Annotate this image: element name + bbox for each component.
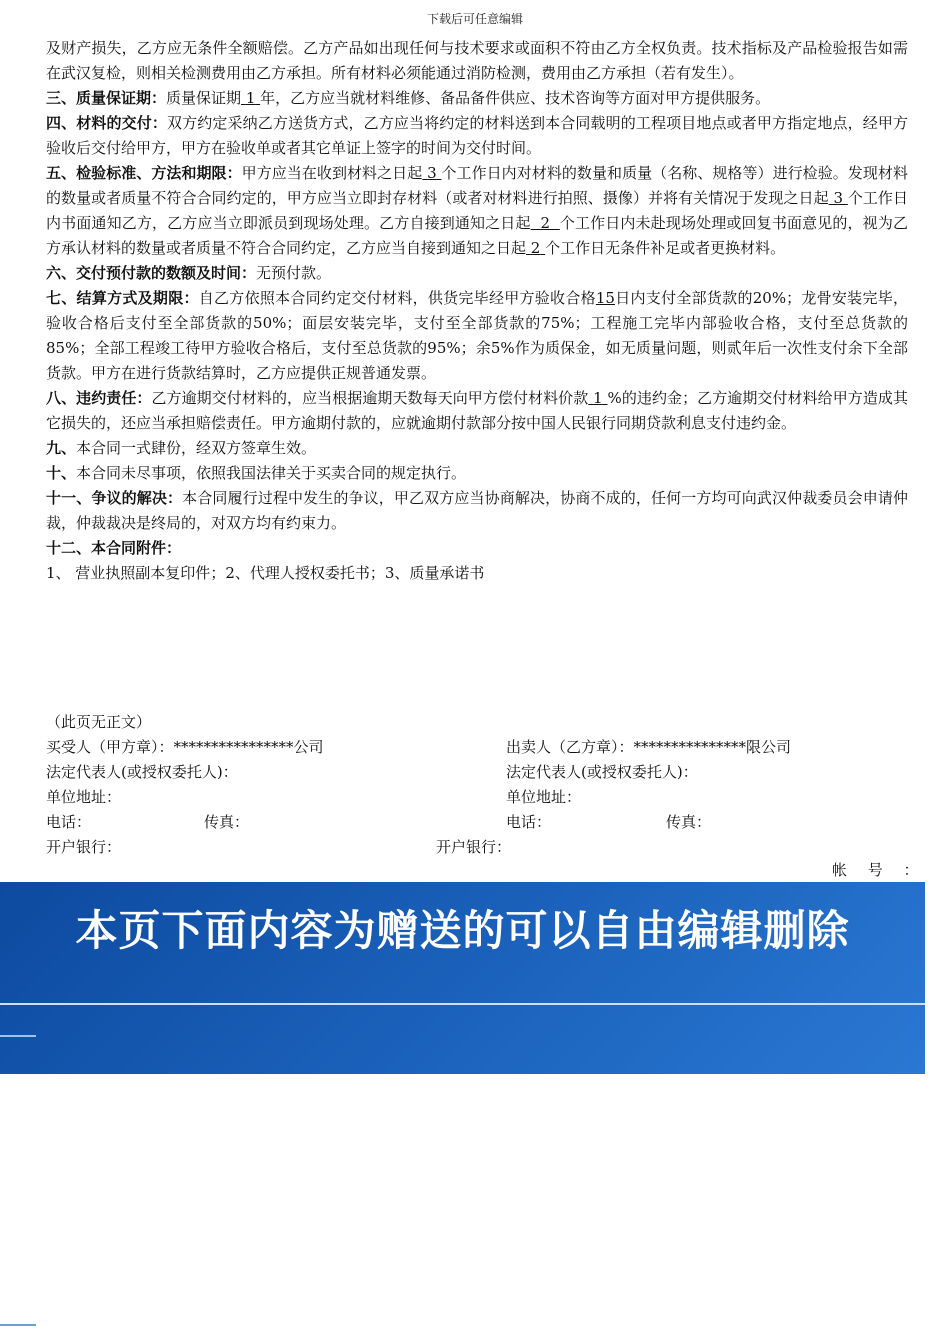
clause-10-text: 本合同未尽事项，依照我国法律关于买卖合同的规定执行。 — [76, 464, 467, 482]
clause-7-text-2: 日内支付全部货款的20%；龙骨安装完毕，验收合格后支付至全部货款的50%；面层安装完毕，支付至全部货款的75%；工程施工完毕内部验收合格，支付至总货款的85%；全部工程竣工待甲方验收合格后，支付至总货款的95%；余5%作为质保金，如无质量问题，则贰年后一次性支付余下全部货款。甲方在进行货款结算时，乙方应提供正规普通发票。 — [46, 289, 908, 382]
buyer-rep: 法定代表人(或授权委托人)： — [46, 763, 238, 781]
clause-7-value-1: 15 — [595, 289, 615, 307]
banner-title: 本页下面内容为赠送的可以自由编辑删除 — [75, 906, 850, 955]
attachments-list: 1、 营业执照副本复印件；2、代理人授权委托书；3、质量承诺书 — [46, 564, 485, 582]
clause-6-title: 六、交付预付款的数额及时间： — [46, 264, 257, 282]
clause-12-title: 十二、本合同附件： — [46, 539, 182, 557]
seller-rep: 法定代表人(或授权委托人)： — [506, 763, 698, 781]
clause-3-pre: 质量保证期 — [166, 89, 242, 107]
clause-5-value-4: 2 — [530, 239, 541, 257]
clause-11-title: 十一、争议的解决： — [46, 489, 183, 507]
buyer-phone: 电话： — [46, 813, 92, 831]
banner-accent-line — [0, 1035, 36, 1037]
seller-line: 出卖人（乙方章）：***************限公司 — [506, 738, 792, 756]
seller-phone: 电话： — [506, 813, 552, 831]
clause-7 — [46, 286, 908, 386]
no-text-note: （此页无正文） — [46, 713, 152, 731]
account-label: 帐 号 ： — [832, 861, 927, 879]
buyer-line: 买受人（甲方章）：****************公司 — [46, 738, 324, 756]
clause-8-value-1: 1 — [593, 389, 603, 407]
intro-paragraph: 及财产损失，乙方应无条件全额赔偿。乙方产品如出现任何与技术要求或面积不符由乙方全权负责。技术指标及产品检验报告如需在武汉复检，则相关检测费用由乙方承担。所有材料必须能通过消防检测，费用由乙方承担（若有发生）。 — [46, 39, 908, 82]
clause-6 — [46, 261, 908, 286]
clause-5-value-1: 3 — [427, 164, 437, 182]
signature-block — [46, 710, 908, 860]
clause-3-post: 年，乙方应当就材料维修、备品备件供应、技术咨询等方面对甲方提供服务。 — [260, 89, 771, 107]
seller-fax: 传真： — [666, 813, 712, 831]
clause-5 — [46, 161, 908, 261]
contract-body — [46, 36, 908, 586]
clause-5-text-2: 个工作日内对材料的数量和质量（名称、规格等）进行检验。发现材料的数量或者质量不符合合同约定的，甲方应当立即封存材料（或者对材料进行拍照、摄像）并将有关情况于发现之日起 — [46, 164, 908, 207]
clause-8-title: 八、违约责任： — [46, 389, 152, 407]
clause-5-text-1: 甲方应当在收到材料之日起 — [241, 164, 423, 182]
clause-12 — [46, 536, 908, 561]
clause-5-text-3: 个工作日内书面通知乙方，乙方应当立即派员到现场处理。乙方自接到通知之日起 — [46, 189, 908, 232]
clause-8-text-2: %的违约金；乙方逾期交付材料给甲方造成其它损失的，还应当承担赔偿责任。甲方逾期付款的，应就逾期付款部分按中国人民银行同期贷款利息支付违约金。 — [46, 389, 908, 432]
clause-9-title: 九、 — [46, 439, 77, 457]
clause-8 — [46, 386, 908, 436]
clause-8-text-1: 乙方逾期交付材料的，应当根据逾期天数每天向甲方偿付材料价款 — [151, 389, 589, 407]
page-header: 下载后可任意编辑 — [426, 12, 523, 26]
clause-11 — [46, 486, 908, 536]
seller-bank: 开户银行： — [436, 838, 512, 856]
clause-4 — [46, 111, 908, 161]
clause-10 — [46, 461, 908, 486]
clause-3 — [46, 86, 908, 111]
gift-banner — [0, 882, 925, 1074]
clause-9 — [46, 436, 908, 461]
clause-6-text: 无预付款。 — [256, 264, 332, 282]
buyer-bank: 开户银行： — [46, 838, 122, 856]
seller-address: 单位地址： — [506, 788, 582, 806]
clause-5-value-2: 3 — [833, 189, 843, 207]
clause-11-text: 本合同履行过程中发生的争议，甲乙双方应当协商解决，协商不成的，任何一方均可向武汉仲裁委员会申请仲裁，仲裁裁决是终局的，对双方均有约束力。 — [46, 489, 908, 532]
bottom-accent-line — [0, 1324, 36, 1326]
clause-5-value-3: 2 — [540, 214, 550, 232]
clause-7-text-1: 自乙方依照本合同约定交付材料，供货完毕经甲方验收合格 — [198, 289, 596, 307]
clause-4-text: 双方约定采纳乙方送货方式，乙方应当将约定的材料送到本合同载明的工程项目地点或者甲方指定地点，经甲方验收后交付给甲方，甲方在验收单或者其它单证上签字的时间为交付时间。 — [46, 114, 908, 157]
clause-7-title: 七、结算方式及期限： — [46, 289, 199, 307]
clause-5-text-5: 个工作日无条件补足或者更换材料。 — [545, 239, 786, 257]
clause-5-title: 五、检验标准、方法和期限： — [46, 164, 242, 182]
buyer-fax: 传真： — [204, 813, 250, 831]
clause-5-text-4: 个工作日内未赴现场处理或回复书面意见的，视为乙方承认材料的数量或者质量不符合合同约定，乙方应当自接到通知之日起 — [46, 214, 908, 257]
clause-9-text: 本合同一式肆份，经双方签章生效。 — [76, 439, 317, 457]
banner-divider — [0, 1003, 925, 1005]
clause-4-title: 四、材料的交付： — [46, 114, 167, 132]
buyer-address: 单位地址： — [46, 788, 122, 806]
clause-3-value: 1 — [245, 89, 256, 107]
clause-10-title: 十、 — [46, 464, 77, 482]
clause-3-title: 三、质量保证期： — [46, 89, 167, 107]
